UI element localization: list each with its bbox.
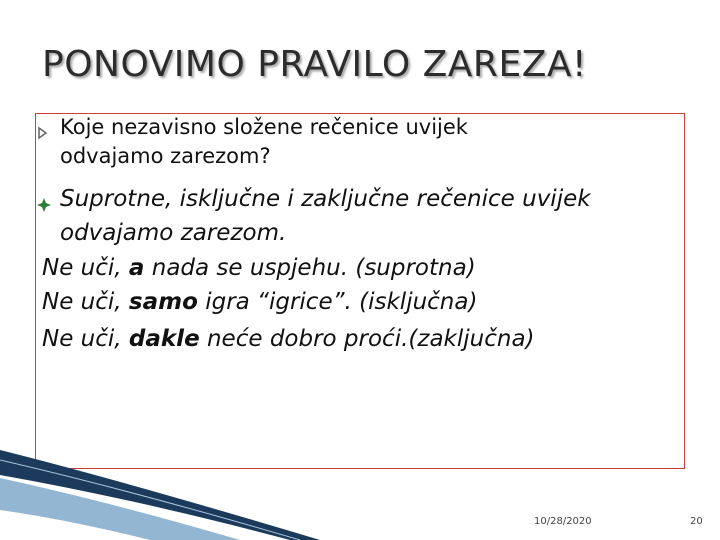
example-conjunction: samo — [128, 289, 198, 315]
slide-title: PONOVIMO PRAVILO ZAREZA! — [42, 44, 587, 85]
example-prefix: Ne uči, — [42, 326, 129, 352]
example-sentence — [42, 326, 535, 352]
bullet-triangle-icon — [37, 126, 49, 140]
example-suffix: nada se uspjehu. (suprotna) — [144, 255, 476, 281]
example-prefix: Ne uči, — [42, 289, 129, 315]
example-sentence — [42, 289, 477, 315]
example-conjunction: a — [128, 255, 145, 281]
question-line-2: odvajamo zarezom? — [60, 144, 271, 168]
example-sentence — [42, 255, 476, 281]
answer-line-2: odvajamo zarezom. — [60, 220, 287, 246]
example-prefix: Ne uči, — [42, 255, 129, 281]
slide-date: 10/28/2020 — [534, 516, 592, 527]
example-conjunction: dakle — [128, 326, 200, 352]
answer-line-1: Suprotne, isključne i zaključne rečenice uvijek — [60, 186, 591, 212]
slide-number: 20 — [690, 516, 703, 527]
example-suffix: igra “igrice”. (isključna) — [197, 289, 478, 315]
question-line-1: Koje nezavisno složene rečenice uvijek — [60, 115, 468, 139]
diamond-bullet-icon — [37, 198, 51, 212]
decorative-swoosh — [0, 440, 320, 540]
example-suffix: neće dobro proći.(zaključna) — [199, 326, 535, 352]
